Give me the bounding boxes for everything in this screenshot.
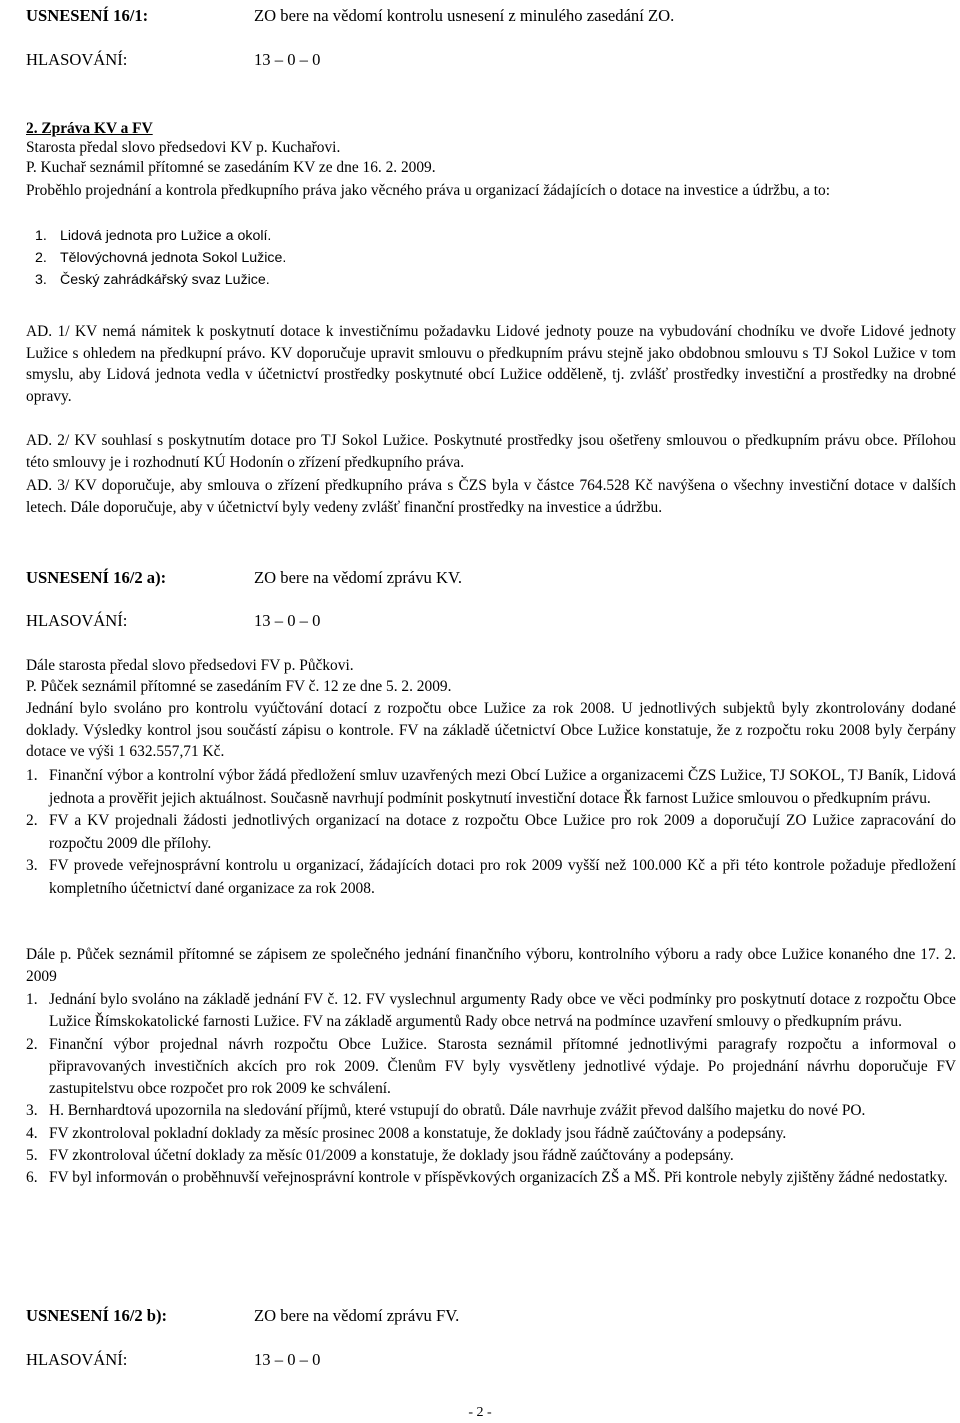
list-item: 2. Finanční výbor projednal návrh rozpočtu Obce Lužice. Starosta seznámil přítomné jednotlivými paragrafy rozpočtu a informoval o připravovaných investičních akcích pro rok 2009. Členům FV byly vysvětleny jednotlivé výdaje. Po projednání návrhu doporučuje FV zastupitelstvu obce rozpočet pro rok 2009 ke schválení. [26,1035,956,1098]
list-item: 1. Lidová jednota pro Lužice a okolí. [35,228,272,244]
list-item: 3. H. Bernhardtová upozornila na sledování příjmů, které vstupují do obratů. Dále navrhuje zvážit převod dalšího majetku do nové PO. [26,1102,866,1120]
vote-value: 13 – 0 – 0 [254,611,321,630]
paragraph: Dále starosta předal slovo předsedovi FV p. Půčkovi. [26,657,354,674]
resolution-16-2b [26,1306,956,1326]
list-item: 3. Český zahrádkářský svaz Lužice. [35,272,270,288]
vote-16-1 [26,50,956,70]
resolution-text: ZO bere na vědomí zprávu FV. [254,1306,460,1325]
resolution-text: ZO bere na vědomí kontrolu usnesení z minulého zasedání ZO. [254,6,675,25]
ad-2: AD. 2/ KV souhlasí s poskytnutím dotace pro TJ Sokol Lužice. Poskytnuté prostředky jsou ošetřeny smlouvou o předkupním právu obce. Přílohou této smlouvy je i rozhodnutí KÚ Hodonín o zřízení předkupního práva. [26,432,956,471]
vote-value: 13 – 0 – 0 [254,1350,321,1369]
resolution-text: ZO bere na vědomí zprávu KV. [254,568,462,587]
paragraph: P. Půček seznámil přítomné se zasedáním FV č. 12 ze dne 5. 2. 2009. [26,678,452,695]
resolution-16-2a [26,568,956,588]
paragraph: Proběhlo projednání a kontrola předkupního práva jako věcného práva u organizací žádajících o dotace na investice a údržbu, a to: [26,182,830,199]
vote-label: HLASOVÁNÍ: [26,50,128,69]
paragraph: Jednání bylo svoláno pro kontrolu vyúčtování dotací z rozpočtu obce Lužice za rok 2008. U jednotlivých subjektů byly zkontrolovány dodané doklady. Výsledky kontrol jsou součástí zápisu o kontrole. FV na základě účetnictví Obce Lužice konstatuje, že z rozpočtu roku 2008 byly čerpány dotace ve výši 1 632.557,71 Kč. [26,700,956,760]
org-list [26,226,956,292]
ad-3: AD. 3/ KV doporučuje, aby smlouva o zřízení předkupního práva s ČZS byla v částce 764.528 Kč navýšena o všechny investiční dotace v dalších letech. Dále doporučuje, aby v účetnictví byly vedeny zvlášť finanční prostředky na investice a údržbu. [26,477,956,516]
resolution-label: USNESENÍ 16/2 a): [26,568,167,587]
section-heading: 2. Zpráva KV a FV [26,120,153,137]
list-item: 6. FV byl informován o proběhnuvší veřejnosprávní kontrole v příspěvkových organizacích ZŠ a MŠ. Při kontrole nebyly zjištěny žádné nedostatky. [26,1169,948,1187]
paragraph: Dále p. Půček seznámil přítomné se zápisem ze společného jednání finančního výboru, kontrolního výboru a rady obce Lužice konaného dne 17. 2. 2009 [26,946,956,985]
joint-meeting-list [26,989,956,1190]
vote-16-2a [26,611,956,631]
list-item: 1. Finanční výbor a kontrolní výbor žádá předložení smluv uzavřených mezi Obcí Lužice a organizacemi ČZS Lužice, TJ SOKOL, TJ Baník, Lidová jednota a prověřit jejich aktuálnost. Současně navrhují podmínit poskytnutí investiční dotace Řk farnost Lužice smlouvou o předkupním právu. [26,767,956,807]
page-number: - 2 - [468,1405,492,1420]
vote-label: HLASOVÁNÍ: [26,1350,128,1369]
vote-16-2b [26,1350,956,1370]
paragraph: Starosta předal slovo předsedovi KV p. Kuchařovi. [26,139,341,156]
fv-list [26,765,956,900]
ad-1: AD. 1/ KV nemá námitek k poskytnutí dotace k investičnímu požadavku Lidové jednoty pouze na vybudování chodníku ve dvoře Lidové jednoty Lužice s ohledem na předkupní právo. KV doporučuje upravit smlouvu o předkupním právu stejně jako obdobnou smlouvu s TJ Sokol Lužice v tom smyslu, aby Lidová jednota vedla v účetnictví prostředky poskytnuté obcí Lužice odděleně, tj. zvlášť prostředky investiční a prostředky na drobné opravy. [26,323,956,405]
paragraph: P. Kuchař seznámil přítomné se zasedáním KV ze dne 16. 2. 2009. [26,159,436,176]
vote-label: HLASOVÁNÍ: [26,611,128,630]
list-item: 2. FV a KV projednali žádosti jednotlivých organizací na dotace z rozpočtu Obce Lužice pro rok 2009 a doporučují ZO Lužice zapracování do rozpočtu 2009 dle přílohy. [26,812,956,852]
resolution-label: USNESENÍ 16/2 b): [26,1306,168,1325]
resolution-16-1 [26,6,956,26]
resolution-label: USNESENÍ 16/1: [26,6,149,25]
list-item: 4. FV zkontroloval pokladní doklady za měsíc prosinec 2008 a konstatuje, že doklady jsou řádně zaúčtovány a podepsány. [26,1124,787,1142]
list-item: 1. Jednání bylo svoláno na základě jednání FV č. 12. FV vyslechnul argumenty Rady obce ve věci podmínky pro poskytnutí dotace z rozpočtu Obce Lužice Římskokatolické farnosti Lužice. FV na základě argumentů Rady obce netrvá na podmínce uzavření smlouvy o předkupním právu. [26,991,956,1031]
list-item: 2. Tělovýchovná jednota Sokol Lužice. [35,250,287,266]
vote-value: 13 – 0 – 0 [254,50,321,69]
list-item: 3. FV provede veřejnosprávní kontrolu u organizací, žádajících dotaci pro rok 2009 vyšší než 100.000 Kč a při této kontrole požaduje předložení kompletního účetnictví dané organizace za rok 2008. [26,857,956,897]
list-item: 5. FV zkontroloval účetní doklady za měsíc 01/2009 a konstatuje, že doklady jsou řádně zaúčtovány a podepsány. [26,1147,734,1165]
